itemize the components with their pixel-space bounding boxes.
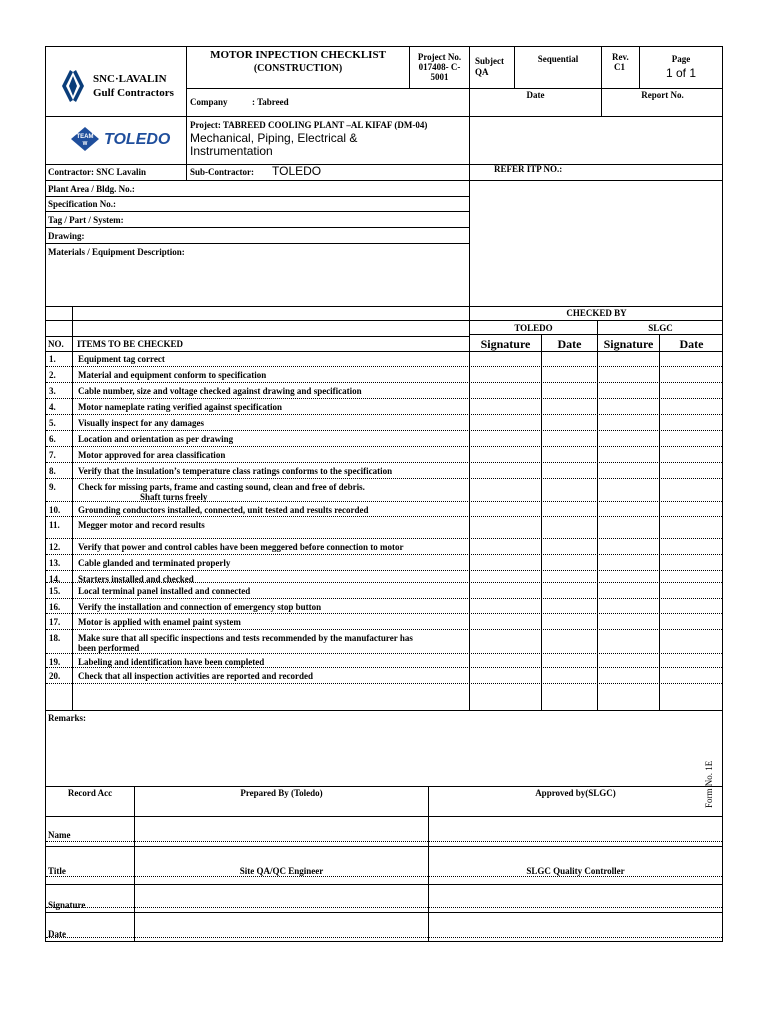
toledo-date-cell[interactable]: [542, 556, 597, 570]
slgc-signature-cell[interactable]: [598, 480, 659, 501]
row-divider: [46, 382, 722, 383]
form-subtitle: (CONSTRUCTION): [253, 63, 343, 74]
row-item-text: Cable number, size and voltage checked against drawing and specification: [78, 386, 362, 396]
toledo-date-cell[interactable]: [542, 400, 597, 414]
record-acc-label: Record Acc: [67, 788, 113, 798]
row-number: 3.: [49, 386, 56, 396]
row-divider: [46, 629, 722, 630]
remarks-label: Remarks:: [48, 713, 86, 723]
toledo-date-cell[interactable]: [542, 518, 597, 538]
toledo-signature-cell[interactable]: [470, 615, 541, 629]
slgc-date-cell[interactable]: [660, 368, 722, 382]
svg-text:W: W: [82, 141, 88, 147]
page-label: Page: [671, 54, 691, 64]
toledo-signature-cell[interactable]: [470, 384, 541, 398]
toledo-date-header: Date: [557, 337, 582, 351]
slgc-signature-header: Signature: [603, 337, 654, 351]
toledo-date-cell[interactable]: [542, 572, 597, 582]
row-number: 17.: [49, 617, 61, 627]
approved-title-value: SLGC Quality Controller: [526, 866, 625, 876]
toledo-date-cell[interactable]: [542, 631, 597, 653]
slgc-date-cell[interactable]: [660, 615, 722, 629]
slgc-date-cell[interactable]: [660, 448, 722, 462]
row-item-text: Megger motor and record results: [78, 520, 205, 530]
subject-value: QA: [475, 67, 489, 77]
slgc-date-cell[interactable]: [660, 584, 722, 598]
row-divider: [46, 414, 722, 415]
slgc-signature-cell[interactable]: [598, 572, 659, 582]
toledo-signature-cell[interactable]: [470, 432, 541, 446]
row-divider: [46, 582, 722, 583]
slgc-header: SLGC: [648, 323, 673, 333]
snc-lavalin-logo-icon: [60, 66, 86, 106]
signature-row-label: Signature: [48, 900, 86, 910]
materials-field[interactable]: Materials / Equipment Description:: [48, 247, 185, 257]
toledo-date-cell[interactable]: [542, 600, 597, 613]
prepared-by-label: Prepared By (Toledo): [240, 788, 323, 798]
slgc-date-cell[interactable]: [660, 631, 722, 653]
toledo-date-cell[interactable]: [542, 384, 597, 398]
toledo-signature-cell[interactable]: [470, 572, 541, 582]
slgc-date-cell[interactable]: [660, 540, 722, 554]
toledo-date-cell[interactable]: [542, 368, 597, 382]
slgc-signature-cell[interactable]: [598, 432, 659, 446]
project-scope: Mechanical, Piping, Electrical &: [190, 131, 358, 145]
items-header: ITEMS TO BE CHECKED: [77, 339, 183, 349]
row-number: 5.: [49, 418, 56, 428]
slgc-signature-cell[interactable]: [598, 631, 659, 653]
plant-area-field[interactable]: Plant Area / Bldg. No.:: [48, 184, 135, 194]
slgc-date-cell[interactable]: [660, 669, 722, 683]
row-divider: [46, 398, 722, 399]
slgc-signature-cell[interactable]: [598, 503, 659, 516]
toledo-date-cell[interactable]: [542, 584, 597, 598]
toledo-signature-cell[interactable]: [470, 600, 541, 613]
slgc-date-cell[interactable]: [660, 400, 722, 414]
row-number: 15.: [49, 586, 61, 596]
row-divider: [46, 501, 722, 502]
row-number: 2.: [49, 370, 56, 380]
contractor-field: Contractor: SNC Lavalin: [48, 167, 146, 177]
project-scope-2: Instrumentation: [190, 144, 273, 158]
row-item-text: Grounding conductors installed, connected, unit tested and results recorded: [78, 505, 369, 515]
toledo-signature-cell[interactable]: [470, 368, 541, 382]
toledo-signature-cell[interactable]: [470, 669, 541, 683]
row-item-text-continued: Shaft turns freely: [140, 492, 208, 502]
row-item-text: Verify the installation and connection of emergency stop button: [78, 602, 322, 612]
slgc-date-cell[interactable]: [660, 556, 722, 570]
toledo-date-cell[interactable]: [542, 416, 597, 430]
refer-itp-field: REFER ITP NO.:: [494, 164, 563, 174]
row-divider: [46, 554, 722, 555]
row-number: 9.: [49, 482, 56, 492]
slgc-signature-cell[interactable]: [598, 400, 659, 414]
title-row-label: Title: [48, 866, 66, 876]
toledo-date-cell[interactable]: [542, 448, 597, 462]
subcontractor-value: TOLEDO: [272, 164, 322, 178]
row-number: 16.: [49, 602, 61, 612]
row-number: 6.: [49, 434, 56, 444]
row-number: 18.: [49, 633, 61, 643]
snc-logo-name: SNC·LAVALIN: [93, 73, 167, 85]
row-item-text: Motor approved for area classification: [78, 450, 226, 460]
slgc-signature-cell[interactable]: [598, 352, 659, 366]
row-item-text-continued: been performed: [78, 643, 140, 653]
toledo-date-cell[interactable]: [542, 432, 597, 446]
toledo-date-cell[interactable]: [542, 464, 597, 478]
row-divider: [46, 570, 722, 571]
toledo-signature-cell[interactable]: [470, 540, 541, 554]
slgc-date-cell[interactable]: [660, 600, 722, 613]
page-value: 1 of 1: [665, 66, 697, 80]
slgc-date-cell[interactable]: [660, 464, 722, 478]
row-number: 12.: [49, 542, 61, 552]
toledo-signature-cell[interactable]: [470, 631, 541, 653]
row-item-text: Local terminal panel installed and connected: [78, 586, 251, 596]
row-divider: [46, 430, 722, 431]
row-divider: [46, 653, 722, 654]
toledo-logo-text: TOLEDO: [104, 131, 171, 148]
toledo-signature-cell[interactable]: [470, 352, 541, 366]
row-number: 1.: [49, 354, 56, 364]
toledo-date-cell[interactable]: [542, 540, 597, 554]
toledo-date-cell[interactable]: [542, 669, 597, 683]
row-item-text: Make sure that all specific inspections and tests recommended by the manufacturer has: [78, 633, 413, 643]
slgc-signature-cell[interactable]: [598, 518, 659, 538]
slgc-date-cell[interactable]: [660, 352, 722, 366]
slgc-signature-cell[interactable]: [598, 655, 659, 667]
date-label: Date: [526, 90, 545, 100]
slgc-signature-cell[interactable]: [598, 540, 659, 554]
specification-field[interactable]: Specification No.:: [48, 199, 116, 209]
date-row-label: Date: [48, 929, 66, 939]
row-item-text: Cable glanded and terminated properly: [78, 558, 231, 568]
row-item-text: Check that all inspection activities are reported and recorded: [78, 671, 313, 681]
slgc-signature-cell[interactable]: [598, 368, 659, 382]
rev-label: Rev.: [612, 52, 629, 62]
row-divider: [46, 667, 722, 668]
toledo-date-cell[interactable]: [542, 352, 597, 366]
project-name: Project: TABREED COOLING PLANT –AL KIFAF (DM-04): [190, 120, 428, 130]
row-item-text: Verify that the insulation’s temperature class ratings conforms to the specification: [78, 466, 393, 476]
toledo-date-cell[interactable]: [542, 480, 597, 501]
row-number: 4.: [49, 402, 56, 412]
slgc-signature-cell[interactable]: [598, 448, 659, 462]
row-number: 8.: [49, 466, 56, 476]
approved-by-label: Approved by(SLGC): [535, 788, 616, 798]
row-number: 7.: [49, 450, 56, 460]
toledo-date-cell[interactable]: [542, 503, 597, 516]
snc-logo-subname: Gulf Contractors: [93, 87, 174, 99]
row-divider: [46, 366, 722, 367]
row-number: 19.: [49, 657, 61, 667]
row-item-text: Equipment tag correct: [78, 354, 165, 364]
row-item-text: Material and equipment conform to specification: [78, 370, 267, 380]
subcontractor-label: Sub-Contractor:: [190, 167, 254, 177]
row-divider: [46, 516, 722, 517]
slgc-signature-cell[interactable]: [598, 584, 659, 598]
toledo-signature-cell[interactable]: [470, 416, 541, 430]
slgc-date-header: Date: [679, 337, 704, 351]
row-divider: [46, 598, 722, 599]
project-no-value: 017408- C-: [418, 62, 461, 72]
toledo-header: TOLEDO: [514, 323, 553, 333]
svg-text:TEAM: TEAM: [76, 134, 94, 140]
toledo-signature-cell[interactable]: [470, 503, 541, 516]
subject-label: Subject: [475, 56, 504, 66]
slgc-date-cell[interactable]: [660, 384, 722, 398]
slgc-signature-cell[interactable]: [598, 600, 659, 613]
rev-value: C1: [614, 62, 625, 72]
row-item-text: Visually inspect for any damages: [78, 418, 205, 428]
toledo-signature-header: Signature: [480, 337, 531, 351]
report-no-label: Report No.: [641, 90, 684, 100]
prepared-title-value: Site QA/QC Engineer: [239, 866, 324, 876]
toledo-signature-cell[interactable]: [470, 584, 541, 598]
toledo-badge-icon: [70, 126, 100, 152]
row-number: 20.: [49, 671, 61, 681]
row-item-text: Labeling and identification have been completed: [78, 657, 265, 667]
slgc-date-cell[interactable]: [660, 432, 722, 446]
slgc-signature-cell[interactable]: [598, 464, 659, 478]
slgc-date-cell[interactable]: [660, 480, 722, 501]
slgc-date-cell[interactable]: [660, 503, 722, 516]
slgc-signature-cell[interactable]: [598, 416, 659, 430]
slgc-signature-cell[interactable]: [598, 556, 659, 570]
toledo-signature-cell[interactable]: [470, 480, 541, 501]
sequential-label: Sequential: [537, 54, 579, 64]
row-item-text: Location and orientation as per drawing: [78, 434, 234, 444]
row-divider: [46, 683, 722, 684]
toledo-signature-cell[interactable]: [470, 464, 541, 478]
row-number: 13.: [49, 558, 61, 568]
row-item-text: Motor nameplate rating verified against specification: [78, 402, 283, 412]
row-divider: [46, 478, 722, 479]
drawing-field[interactable]: Drawing:: [48, 231, 85, 241]
company-label: Company: [190, 97, 228, 107]
slgc-date-cell[interactable]: [660, 572, 722, 582]
row-number: 14.: [49, 574, 61, 584]
slgc-signature-cell[interactable]: [598, 384, 659, 398]
row-number: 11.: [49, 520, 60, 530]
slgc-signature-cell[interactable]: [598, 669, 659, 683]
slgc-date-cell[interactable]: [660, 518, 722, 538]
slgc-date-cell[interactable]: [660, 655, 722, 667]
row-divider: [46, 462, 722, 463]
toledo-date-cell[interactable]: [542, 655, 597, 667]
form-title: MOTOR INPECTION CHECKLIST: [210, 49, 386, 61]
tag-field[interactable]: Tag / Part / System:: [48, 215, 124, 225]
toledo-signature-cell[interactable]: [470, 448, 541, 462]
project-no-value-2: 5001: [430, 72, 449, 82]
form-number: Form No. 1E: [704, 760, 714, 808]
slgc-date-cell[interactable]: [660, 416, 722, 430]
company-value: : Tabreed: [252, 97, 289, 107]
toledo-signature-cell[interactable]: [470, 400, 541, 414]
row-item-text: Verify that power and control cables have been meggered before connection to motor: [78, 542, 404, 552]
row-divider: [46, 446, 722, 447]
toledo-signature-cell[interactable]: [470, 655, 541, 667]
name-row-label: Name: [48, 830, 71, 840]
no-header: NO.: [48, 339, 64, 349]
row-item-text: Check for missing parts, frame and casting sound, clean and free of debris.: [78, 482, 365, 492]
row-divider: [46, 613, 722, 614]
toledo-date-cell[interactable]: [542, 615, 597, 629]
checked-by-header: CHECKED BY: [566, 308, 627, 318]
row-item-text: Starters installed and checked: [78, 574, 194, 584]
row-number: 10.: [49, 505, 61, 515]
row-item-text: Motor is applied with enamel paint system: [78, 617, 241, 627]
project-no-label: Project No.: [417, 52, 462, 62]
row-divider: [46, 538, 722, 539]
toledo-signature-cell[interactable]: [470, 518, 541, 538]
slgc-signature-cell[interactable]: [598, 615, 659, 629]
toledo-signature-cell[interactable]: [470, 556, 541, 570]
